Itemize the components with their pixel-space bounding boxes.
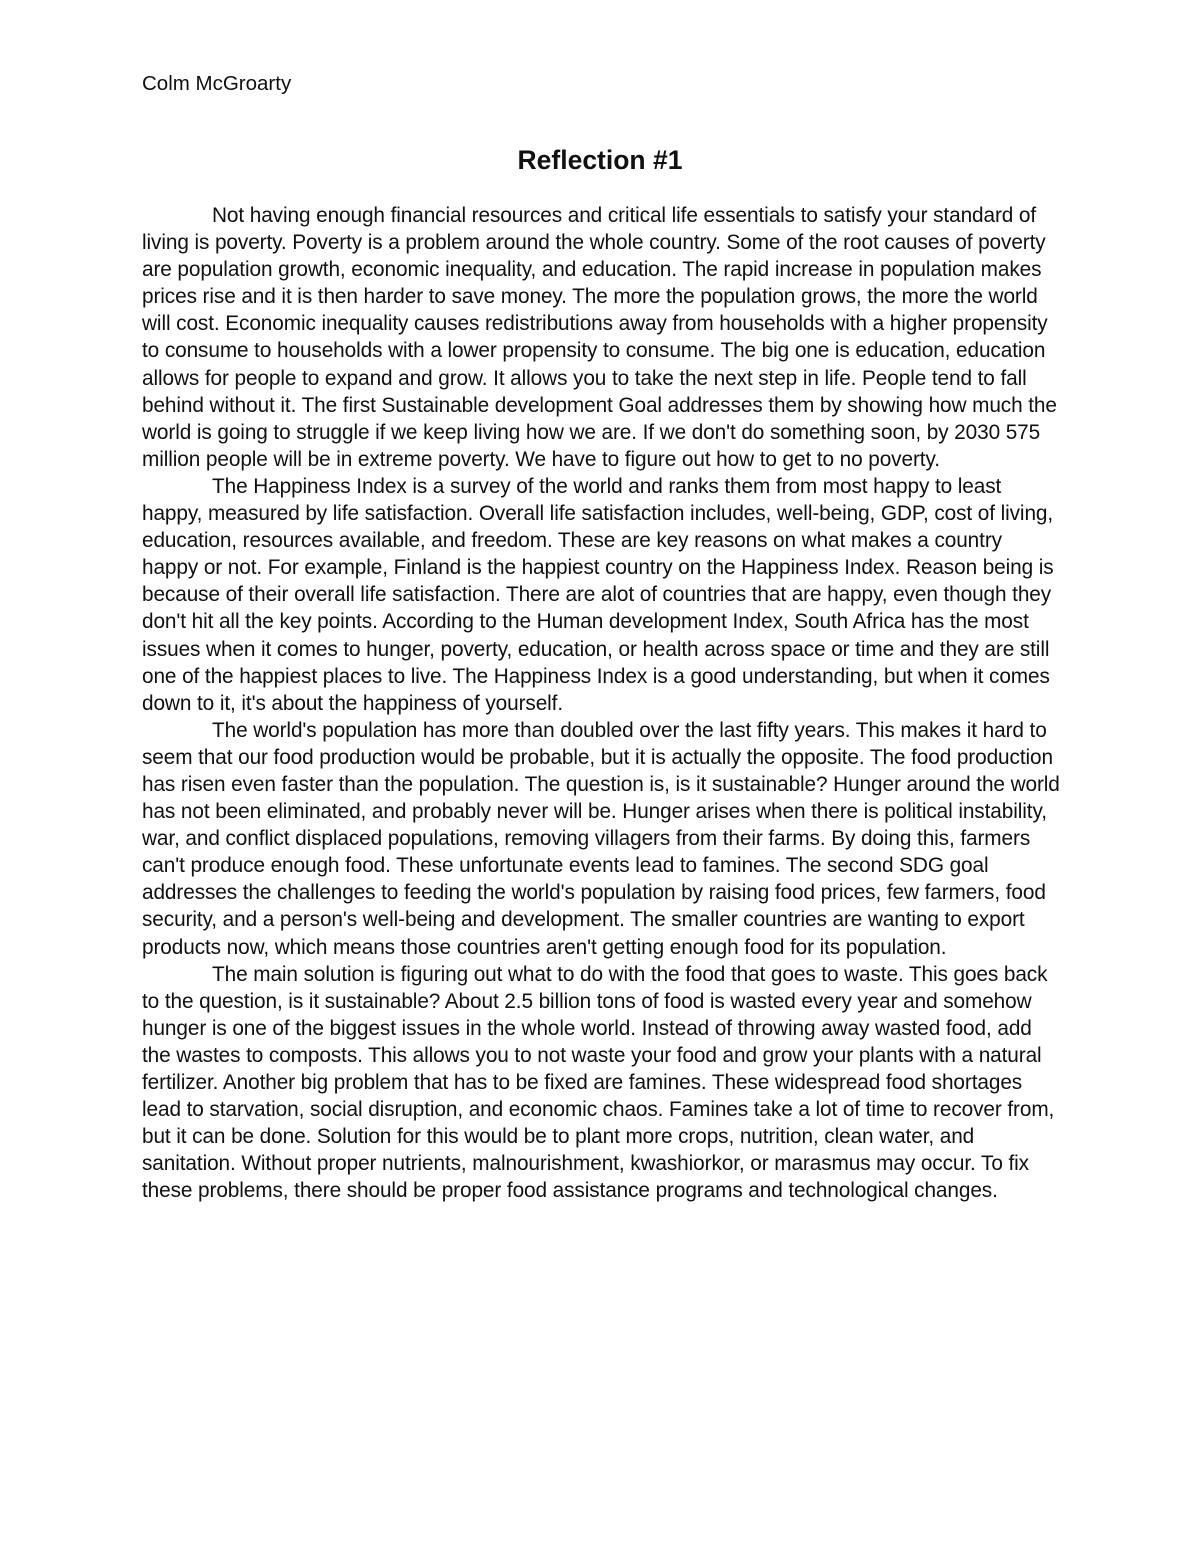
document-body xyxy=(142,202,1062,1204)
paragraph-food-production: The world's population has more than doubled over the last fifty years. This makes it hard to seem that our food production would be probable, but it is actually the opposite. The food production has risen even faster than the population. The question is, is it sustainable? Hunger around the world has not been eliminated, and probably never will be. Hunger arises when there is political instability, war, and conflict displaced populations, removing villagers from their farms. By doing this, farmers can't produce enough food. These unfortunate events lead to famines. The second SDG goal addresses the challenges to feeding the world's population by raising food prices, few farmers, food security, and a person's well-being and development. The smaller countries are wanting to export products now, which means those countries aren't getting enough food for its population. xyxy=(142,718,1060,959)
page-title: Reflection #1 xyxy=(517,145,683,175)
paragraph-poverty: Not having enough financial resources and critical life essentials to satisfy your standard of living is poverty. Poverty is a problem around the whole country. Some of the root causes of poverty are population growth, economic inequality, and education. The rapid increase in population makes prices rise and it is then harder to save money. The more the population grows, the more the world will cost. Economic inequality causes redistributions away from households with a higher propensity to consume to households with a lower propensity to consume. The big one is education, education allows for people to expand and grow. It allows you to take the next step in life. People tend to fall behind without it. The first Sustainable development Goal addresses them by showing how much the world is going to struggle if we keep living how we are. If we don't do something soon, by 2030 575 million people will be in extreme poverty. We have to figure out how to get to no poverty. xyxy=(142,204,1057,471)
author-name: Colm McGroarty xyxy=(142,72,292,95)
paragraph-solutions: The main solution is figuring out what to do with the food that goes to waste. This goes back to the question, is it sustainable? About 2.5 billion tons of food is wasted every year and somehow hunger is one of the biggest issues in the whole world. Instead of throwing away wasted food, add the wastes to composts. This allows you to not waste your food and grow your plants with a natural fertilizer. Another big problem that has to be fixed are famines. These widespread food shortages lead to starvation, social disruption, and economic chaos. Famines take a lot of time to recover from, but it can be done. Solution for this would be to plant more crops, nutrition, clean water, and sanitation. Without proper nutrients, malnourishment, kwashiorkor, or marasmus may occur. To fix these problems, there should be proper food assistance programs and technological changes. xyxy=(142,962,1055,1203)
paragraph-happiness-index: The Happiness Index is a survey of the world and ranks them from most happy to least happy, measured by life satisfaction. Overall life satisfaction includes, well-being, GDP, cost of living, education, resources available, and freedom. These are key reasons on what makes a country happy or not. For example, Finland is the happiest country on the Happiness Index. Reason being is because of their overall life satisfaction. There are alot of countries that are happy, even though they don't hit all the key points. According to the Human development Index, South Africa has the most issues when it comes to hunger, poverty, education, or health across space or time and they are still one of the happiest places to live. The Happiness Index is a good understanding, but when it comes down to it, it's about the happiness of yourself. xyxy=(142,474,1054,715)
